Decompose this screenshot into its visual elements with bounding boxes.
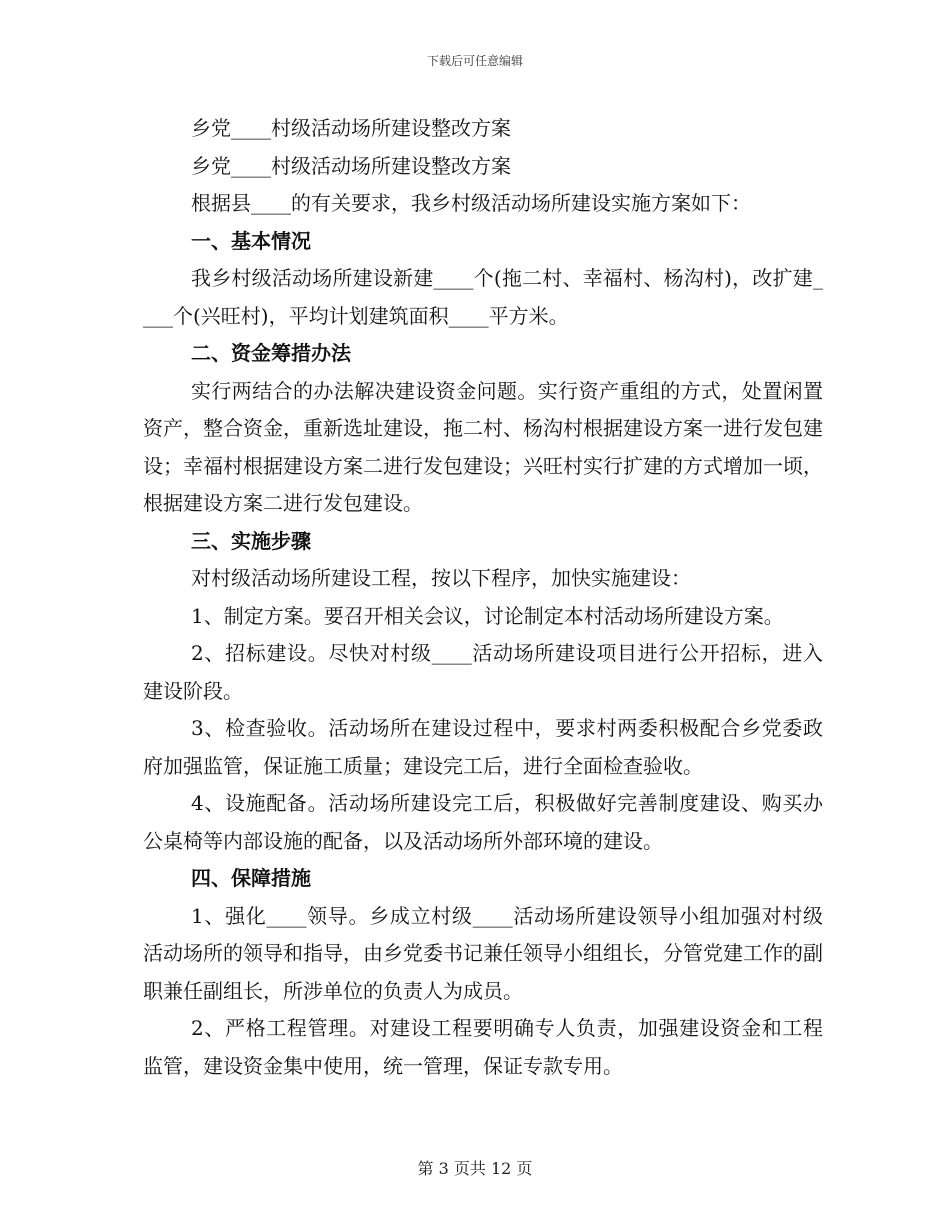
section-heading-2: 二、资金筹措办法 (191, 341, 351, 365)
paragraph-step-2: 2、招标建设。尽快对村级____活动场所建设项目进行公开招标，进入建设阶段。 (143, 641, 823, 703)
paragraph-basic-info: 我乡村级活动场所建设新建____个(拖二村、幸福村、杨沟村)，改扩建____个(兴旺村)，平均计划建筑面积____平方米。 (143, 266, 823, 328)
paragraph-measure-1: 1、强化____领导。乡成立村级____活动场所建设领导小组加强对村级活动场所的领导和指导，由乡党委书记兼任领导小组组长，分管党建工作的副职兼任副组长，所涉单位的负责人为成员。 (143, 903, 823, 1003)
paragraph-measure-2: 2、严格工程管理。对建设工程要明确专人负责，加强建设资金和工程监管，建设资金集中使用，统一管理，保证专款专用。 (143, 1016, 823, 1078)
document-body (143, 110, 823, 1085)
paragraph-step-3: 3、检查验收。活动场所在建设过程中，要求村两委积极配合乡党委政府加强监管，保证施工质量；建设完工后，进行全面检查验收。 (143, 716, 823, 778)
page-header: 下载后可任意编辑 (426, 54, 523, 68)
paragraph-step-4: 4、设施配备。活动场所建设完工后，积极做好完善制度建设、购买办公桌椅等内部设施的配备，以及活动场所外部环境的建设。 (143, 791, 823, 853)
section-heading-1: 一、基本情况 (191, 228, 311, 253)
paragraph-steps-intro: 对村级活动场所建设工程，按以下程序，加快实施建设： (191, 566, 691, 590)
section-heading-3: 三、实施步骤 (191, 528, 311, 553)
intro-paragraph: 根据县____的有关要求，我乡村级活动场所建设实施方案如下： (191, 191, 751, 215)
title-line-2: 乡党____村级活动场所建设整改方案 (191, 153, 511, 178)
paragraph-funding: 实行两结合的办法解决建设资金问题。实行资产重组的方式，处置闲置资产，整合资金，重新选址建设，拖二村、杨沟村根据建设方案一进行发包建设；幸福村根据建设方案二进行发包建设；兴旺村实行扩建的方式增加一顷，根据建设方案二进行发包建设。 (143, 378, 823, 515)
page-footer: 第 3 页共 12 页 (417, 1159, 533, 1178)
title-line-1: 乡党____村级活动场所建设整改方案 (191, 116, 511, 140)
paragraph-step-1: 1、制定方案。要召开相关会议，讨论制定本村活动场所建设方案。 (191, 603, 784, 628)
section-heading-4: 四、保障措施 (191, 866, 311, 890)
